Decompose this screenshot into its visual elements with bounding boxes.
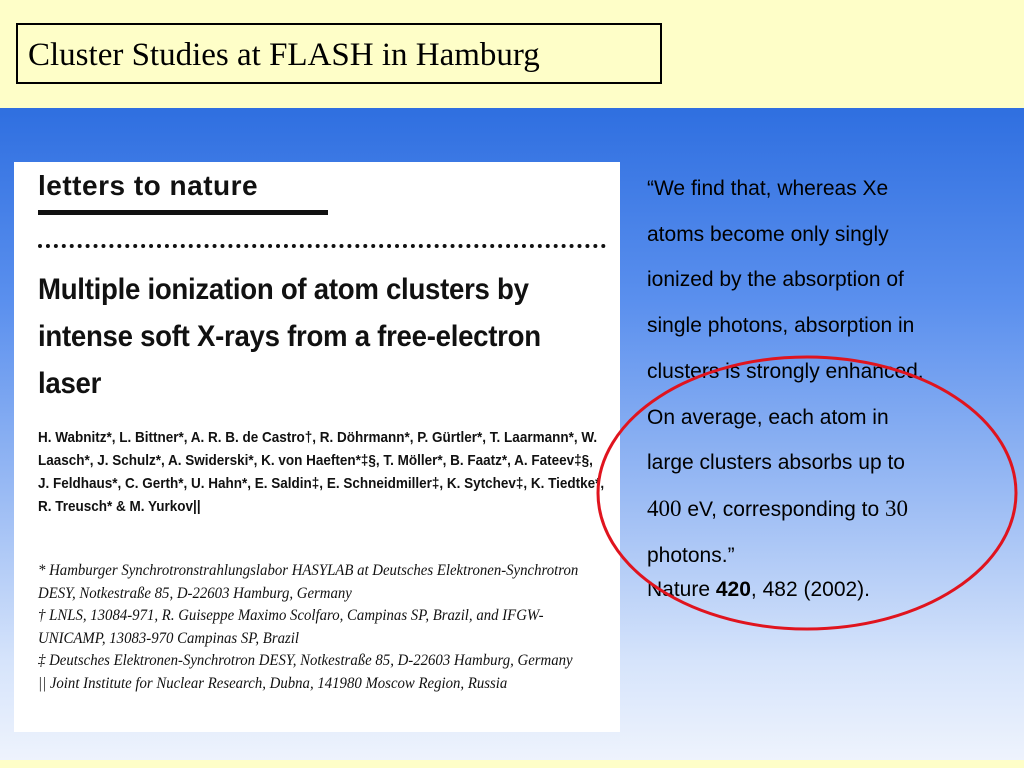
energy-value: 400 (647, 495, 682, 521)
quote-line: atoms become only singly (647, 222, 889, 246)
quote-line: clusters is strongly enhanced. (647, 359, 924, 383)
quote-block (647, 166, 1017, 578)
citation-volume: 420 (715, 578, 751, 601)
quote-line: “We find that, whereas Xe (647, 177, 889, 200)
quote-line: photons.” (647, 543, 735, 567)
author-list: H. Wabnitz*, L. Bittner*, A. R. B. de Castro†, R. Döhrmann*, P. Gürtler*, T. Laarmann*, W. Laasch*, J. Schulz*, A. Swiderski*, K. von Haeften*‡§, T. Möller*, B. Faatz*, A. Fateev‡§, J. Feldhaus*, C. Gerth*, U. Hahn*, E. Saldin‡, E. Schneidmiller‡, K. Sytchev‡, K. Tiedtke*, R. Treusch* & M. Yurkov|| (38, 429, 605, 515)
photon-count: 30 (885, 495, 909, 521)
quote-line: large clusters absorbs up to (647, 451, 905, 475)
affiliation-hasylab: * Hamburger Synchrotronstrahlungslabor HASYLAB at Deutsches Elektronen-Synchrotron DESY, Notkestraße 85, D-22603 Hamburg, Germany (38, 562, 579, 602)
heading-underline (38, 210, 328, 215)
bottom-band (0, 760, 1024, 768)
affiliation-desy: ‡ Deutsches Elektronen-Synchrotron DESY, Notkestraße 85, D-22603 Hamburg, Germany (38, 652, 573, 669)
affiliations (38, 560, 611, 695)
affiliation-jinr: || Joint Institute for Nuclear Research, Dubna, 141980 Moscow Region, Russia (38, 674, 508, 692)
citation-pages-year: , 482 (2002). (750, 578, 871, 601)
quote-line (647, 486, 1017, 533)
quote-fragment: eV, corresponding to (681, 497, 886, 521)
quote-line: ionized by the absorption of (647, 268, 904, 292)
quote-line: single photons, absorption in (647, 314, 915, 338)
title-box (16, 23, 662, 84)
journal-section-heading: letters to nature (38, 170, 259, 201)
citation (647, 578, 870, 602)
paper-headline: Multiple ionization of atom clusters by intense soft X-rays from a free-electron laser (38, 273, 541, 400)
dotted-divider (38, 244, 606, 248)
citation-journal: Nature (647, 578, 716, 601)
affiliation-lnls: † LNLS, 13084-971, R. Guiseppe Maximo Scolfaro, Campinas SP, Brazil, and IFGW-UNICAMP, 13083-970 Campinas SP, Brazil (38, 607, 544, 647)
slide-title: Cluster Studies at FLASH in Hamburg (28, 37, 540, 73)
paper-clipping (14, 162, 620, 732)
quote-line: On average, each atom in (647, 405, 889, 429)
